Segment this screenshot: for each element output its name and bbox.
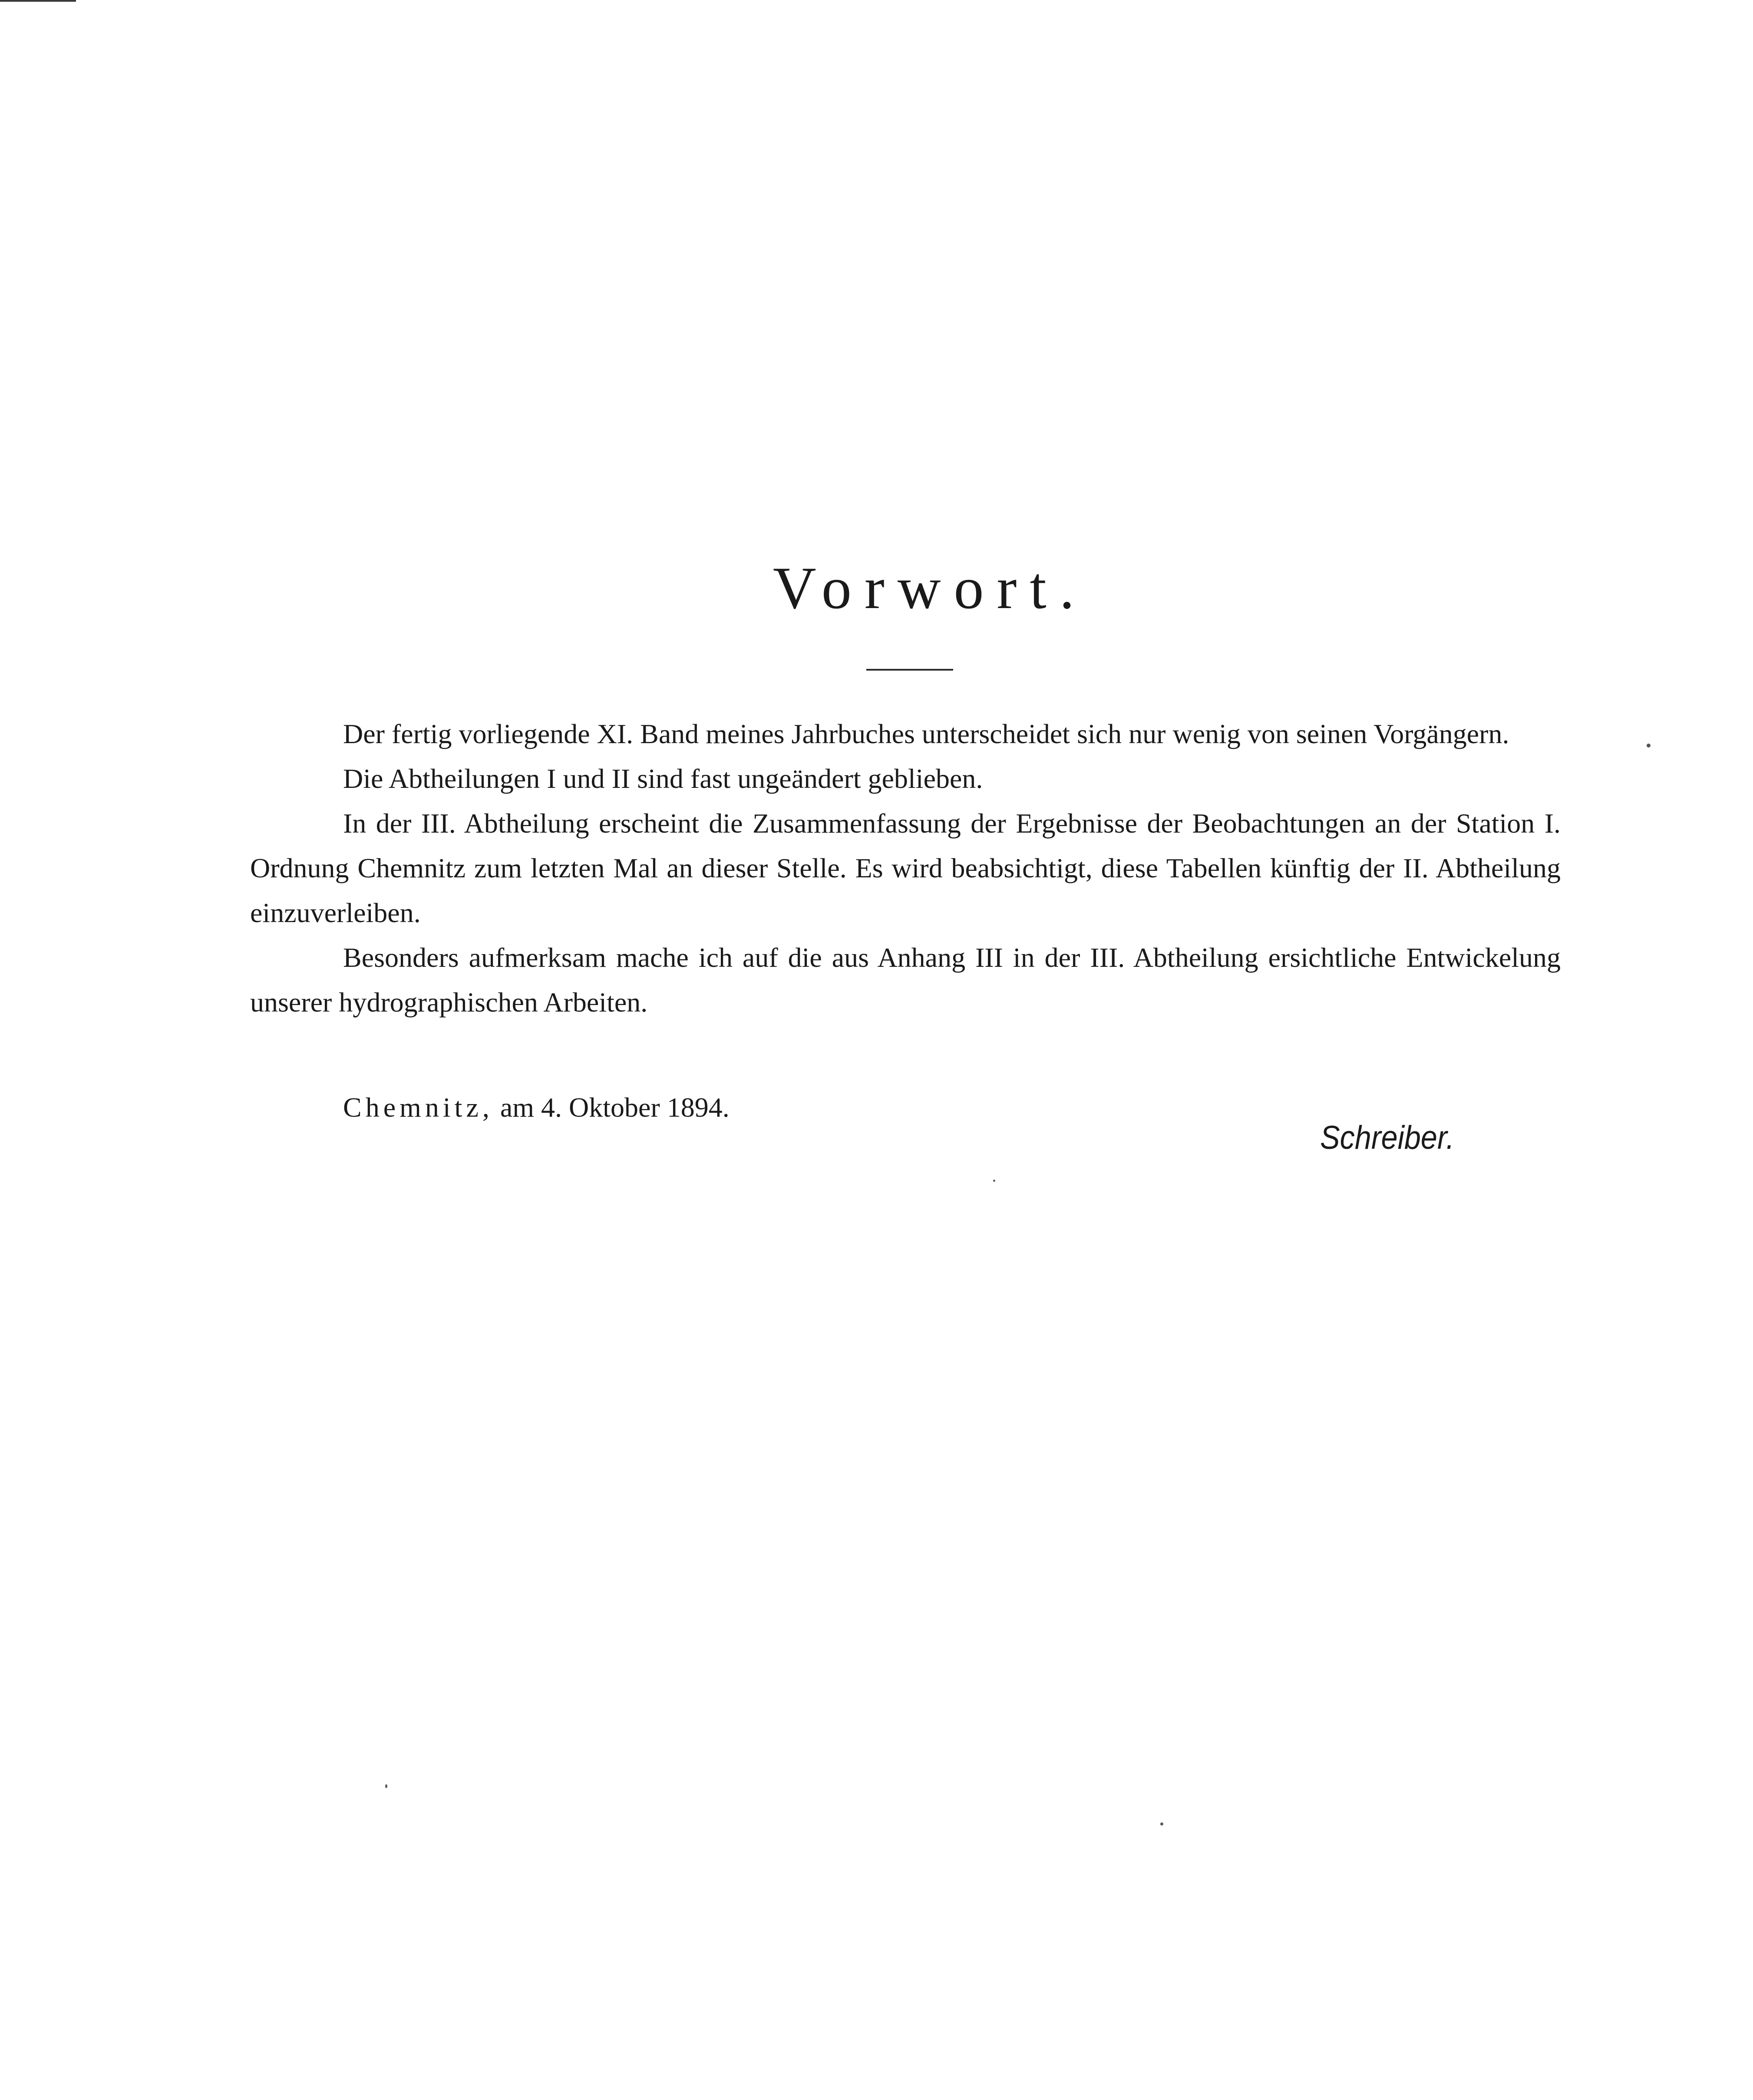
foreword-body <box>250 711 1561 1025</box>
paragraph: Besonders aufmerksam mache ich auf die aus Anhang III in der III. Abtheilung ersichtliche Entwickelung unserer hydrographischen Arbeiten. <box>250 942 1561 1018</box>
signature: Schreiber. <box>1320 1119 1455 1156</box>
scan-speck <box>1647 744 1651 747</box>
scan-edge-mark <box>0 0 76 2</box>
page-title: Vorwort. <box>773 555 1088 621</box>
paragraph: In der III. Abtheilung erscheint die Zusammenfassung der Ergebnisse der Beobachtungen an der Station I. Ordnung Chemnitz zum letzten Mal an dieser Stelle. Es wird beabsichtigt, diese Tabellen künftig der II. Abtheilung einzuverleiben. <box>250 808 1561 928</box>
scan-speck <box>993 1180 995 1182</box>
title-divider <box>866 669 953 671</box>
scan-speck <box>1160 1822 1163 1826</box>
paragraph: Der fertig vorliegende XI. Band meines Jahrbuches unterscheidet sich nur wenig von seinen Vorgängern. <box>343 718 1509 749</box>
date: am 4. Oktober 1894. <box>500 1092 730 1123</box>
place: Chemnitz, <box>343 1092 493 1123</box>
scan-speck <box>385 1784 387 1788</box>
place-and-date <box>343 1090 730 1125</box>
paragraph: Die Abtheilungen I und II sind fast ungeändert geblieben. <box>343 763 983 794</box>
